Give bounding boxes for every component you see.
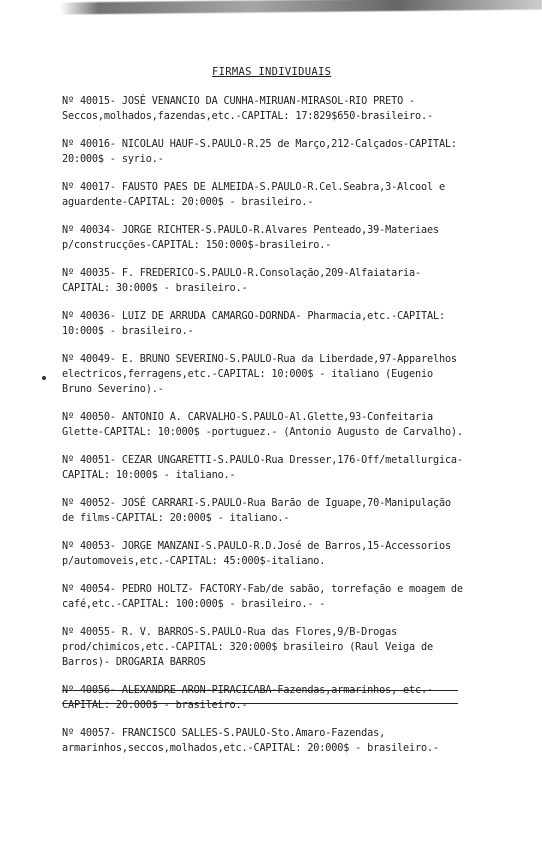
entries-list [62,94,464,769]
entry-40015: Nº 40015- JOSÉ VENANCIO DA CUNHA-MIRUAN-MIRASOL-RIO PRETO -Seccos,molhados,fazendas,etc.-CAPITAL: 17:829$650-brasileiro.- [62,96,433,122]
entry-40050: Nº 40050- ANTONIO A. CARVALHO-S.PAULO-Al.Glette,93-Confeitaria Glette-CAPITAL: 10:000$ -portuguez.- (Antonio Augusto de Carvalho). [62,412,463,438]
entry-40052: Nº 40052- JOSÉ CARRARI-S.PAULO-Rua Barão de Iguape,70-Manipulação de films-CAPITAL: 20:000$ - italiano.- [62,498,451,524]
entry-40054: Nº 40054- PEDRO HOLTZ- FACTORY-Fab/de sabão, torrefação e moagem de café,etc.-CAPITAL: 100:000$ - brasileiro.- - [62,584,463,610]
entry-40034: Nº 40034- JORGE RICHTER-S.PAULO-R.Alvares Penteado,39-Materiaes p/construcções-CAPITAL: 150:000$-brasileiro.- [62,225,439,251]
entry-40049: Nº 40049- E. BRUNO SEVERINO-S.PAULO-Rua da Liberdade,97-Apparelhos electricos,ferragens,etc.-CAPITAL: 10:000$ - italiano (Eugenio Bruno Severino).- [62,354,457,395]
entry-40035: Nº 40035- F. FREDERICO-S.PAULO-R.Consolação,209-Alfaiataria-CAPITAL: 30:000$ - brasileiro.- [62,268,422,294]
closing-rule-top [62,690,458,691]
document-heading: FIRMAS INDIVIDUAIS [212,66,332,78]
entry-40051: Nº 40051- CEZAR UNGARETTI-S.PAULO-Rua Dresser,176-Off/metallurgica-CAPITAL: 10:000$ - italiano.- [62,455,463,481]
entry-40036: Nº 40036- LUIZ DE ARRUDA CAMARGO-DORNDA- Pharmacia,etc.-CAPITAL: 10:000$ - brasileiro.- [62,311,445,337]
scan-edge-smudge [60,0,542,15]
entry-40053: Nº 40053- JORGE MANZANI-S.PAULO-R.D.José de Barros,15-Accessorios p/automoveis,etc.-CAPITAL: 45:000$-italiano. [62,541,451,567]
entry-40055: Nº 40055- R. V. BARROS-S.PAULO-Rua das Flores,9/B-Drogas prod/chimicos,etc.-CAPITAL: 320:000$ brasileiro (Raul Veiga de Barros)- DROGARIA BARROS [62,627,433,668]
entry-40056: Nº 40056- ALEXANDRE ARON-PIRACICABA-Fazendas,armarinhos, etc.-CAPITAL: 20:000$ - brasileiro.- [62,685,433,711]
entry-40017: Nº 40017- FAUSTO PAES DE ALMEIDA-S.PAULO-R.Cel.Seabra,3-Alcool e aguardente-CAPITAL: 20:000$ - brasileiro.- [62,182,445,208]
closing-rule-bottom [62,703,458,704]
entry-40057: Nº 40057- FRANCISCO SALLES-S.PAULO-Sto.Amaro-Fazendas, armarinhos,seccos,molhados,etc.-CAPITAL: 20:000$ - brasileiro.- [62,728,439,754]
margin-dot [42,376,46,380]
entry-40016: Nº 40016- NICOLAU HAUF-S.PAULO-R.25 de Março,212-Calçados-CAPITAL: 20:000$ - syrio.- [62,139,457,165]
